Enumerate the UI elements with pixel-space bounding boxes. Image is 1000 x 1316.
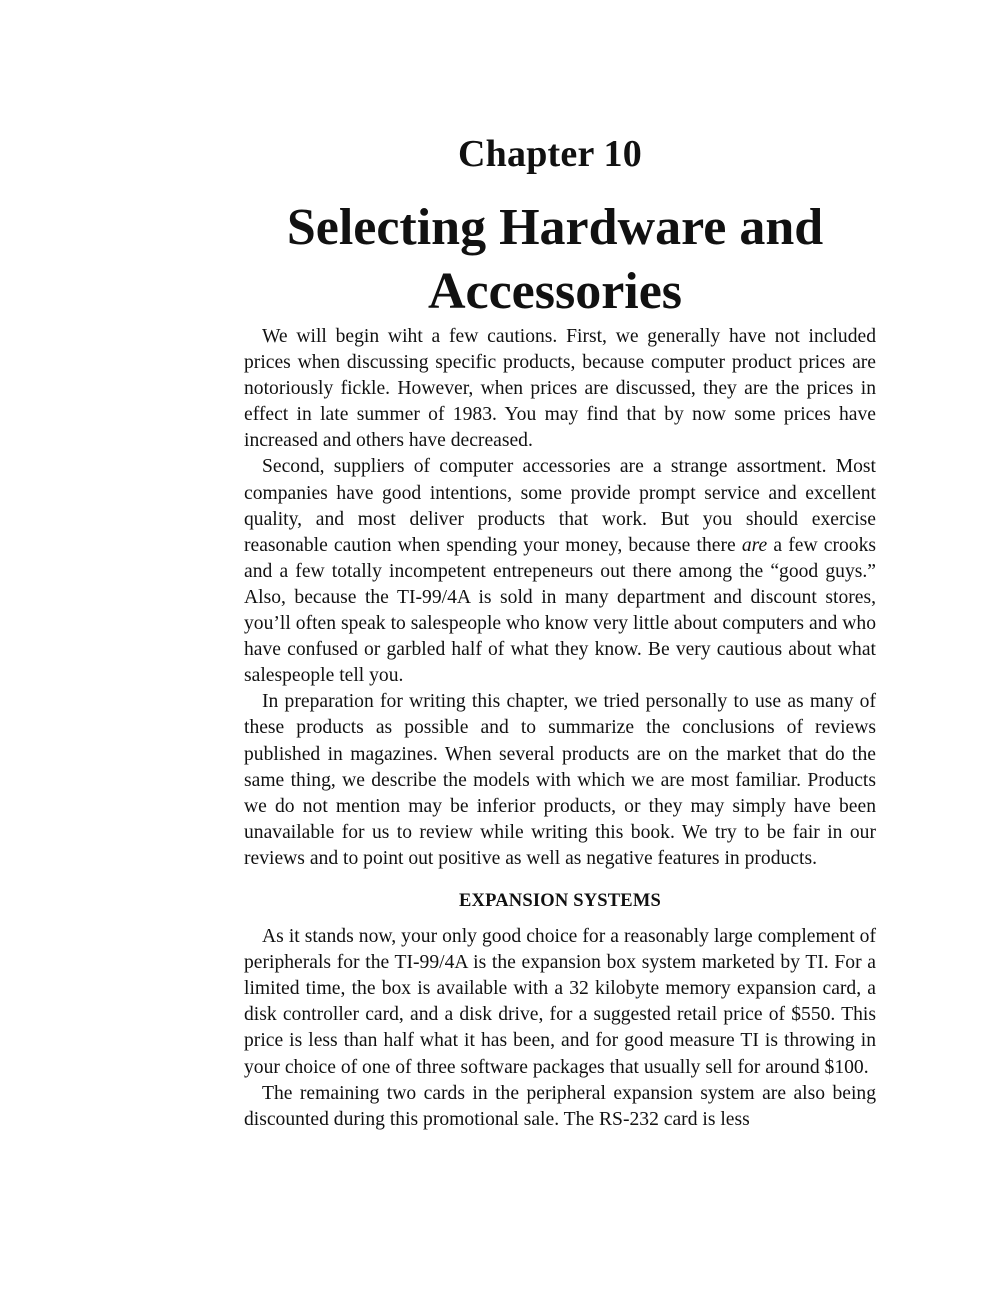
expansion-paragraph-box-system: As it stands now, your only good choice for a reasonably large complement of peripherals for the TI-99/4A is the expansion box system marketed by TI. For a limited time, the box is available with a 32 kilobyte memory expansion card, a disk controller card, and a disk drive, for a suggested retail price of $550. This price is less than half what it has been, and for good measure TI is throwing in your choice of one of three software packages that usually sell for around $100. — [244, 926, 876, 1078]
chapter-title-line-1: Selecting Hardware and — [286, 199, 824, 256]
expansion-paragraph-remaining-cards: The remaining two cards in the peripheral expansion system are also being discounted during this promotional sale. The RS-232 card is less — [244, 1082, 876, 1130]
intro-paragraph-suppliers — [244, 454, 876, 689]
intro-paragraph-cautions: We will begin wiht a few cautions. First, we generally have not included prices when discussing specific products, because computer product prices are notoriously fickle. However, when prices are discussed, they are the prices in effect in late summer of 1983. You may find that by now some prices have increased and others have decreased. — [244, 326, 876, 452]
chapter-title-line-2: Accessories — [427, 263, 683, 320]
paragraph-text-after-emphasis: a few crooks and a few totally incompetent entrepeneurs out there among the “good guys.” Also, because the TI-99/4A is sold in many department and discount stores, you’ll often speak to salespeople who know very little about computers and who have confused or garbled half of what they know. Be very cautious about what salespeople tell you. — [244, 534, 876, 687]
section-heading-expansion-systems: EXPANSION SYSTEMS — [459, 890, 661, 911]
chapter-number: Chapter 10 — [458, 133, 642, 175]
emphasized-word: are — [741, 534, 768, 556]
chapter-body — [244, 324, 876, 1133]
paragraph-text-before-emphasis: Second, suppliers of computer accessories are a strange assortment. Most companies have good intentions, some provide prompt service and excellent quality, and most deliver products that work. But you should exercise reasonable caution when spending your money, because there — [244, 456, 876, 556]
intro-paragraph-preparation: In preparation for writing this chapter, we tried personally to use as many of these products as possible and to summarize the conclusions of reviews published in magazines. When several products are on the market that do the same thing, we describe the models with which we are most familiar. Products we do not mention may be inferior products, or they may simply have been unavailable for us to review while writing this book. We try to be fair in our reviews and to point out positive as well as negative features in products. — [244, 691, 876, 869]
chapter-title — [0, 196, 1000, 324]
